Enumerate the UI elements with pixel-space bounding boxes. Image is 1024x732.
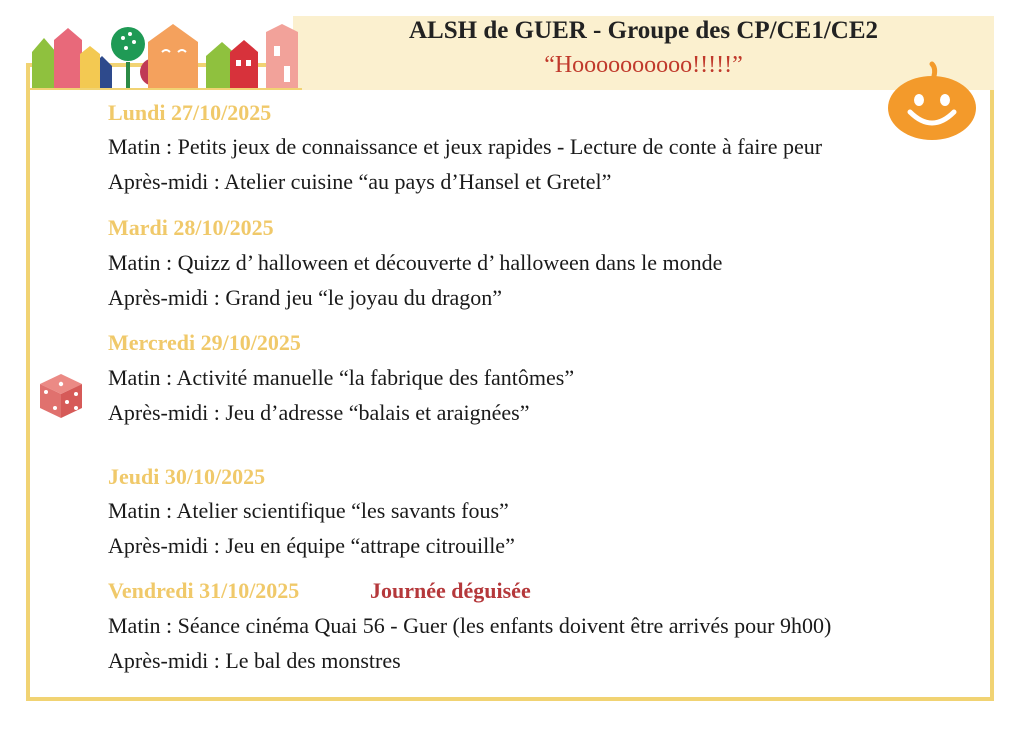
monday-morning: Matin : Petits jeux de connaissance et jeux rapides - Lecture de conte à faire peur bbox=[108, 134, 823, 159]
pumpkin-icon bbox=[886, 60, 978, 142]
thursday-morning: Matin : Atelier scientifique “les savants fous” bbox=[108, 498, 509, 523]
day-heading-tuesday: Mardi 28/10/2025 bbox=[108, 215, 274, 240]
costume-day-label: Journée déguisée bbox=[370, 578, 531, 603]
day-heading-wednesday: Mercredi 29/10/2025 bbox=[108, 330, 301, 355]
friday-afternoon: Après-midi : Le bal des monstres bbox=[108, 648, 401, 673]
tuesday-afternoon: Après-midi : Grand jeu “le joyau du dragon” bbox=[108, 285, 503, 310]
thursday-afternoon: Après-midi : Jeu en équipe “attrape citrouille” bbox=[108, 533, 515, 558]
wednesday-afternoon: Après-midi : Jeu d’adresse “balais et araignées” bbox=[108, 400, 530, 425]
houses-illustration bbox=[30, 22, 302, 90]
page-subtitle: “Hoooooooooo!!!!!” bbox=[544, 52, 743, 78]
page-title: ALSH de GUER - Groupe des CP/CE1/CE2 bbox=[408, 17, 879, 44]
tuesday-morning: Matin : Quizz d’ halloween et découverte d’ halloween dans le monde bbox=[108, 250, 723, 275]
friday-morning: Matin : Séance cinéma Quai 56 - Guer (les enfants doivent être arrivés pour 9h00) bbox=[108, 613, 832, 638]
wednesday-morning: Matin : Activité manuelle “la fabrique des fantômes” bbox=[108, 365, 575, 390]
monday-afternoon: Après-midi : Atelier cuisine “au pays d’Hansel et Gretel” bbox=[108, 169, 612, 194]
day-heading-thursday: Jeudi 30/10/2025 bbox=[108, 464, 266, 489]
dice-icon bbox=[38, 372, 84, 420]
day-heading-friday: Vendredi 31/10/2025 bbox=[108, 578, 300, 603]
day-heading-monday: Lundi 27/10/2025 bbox=[108, 100, 272, 125]
